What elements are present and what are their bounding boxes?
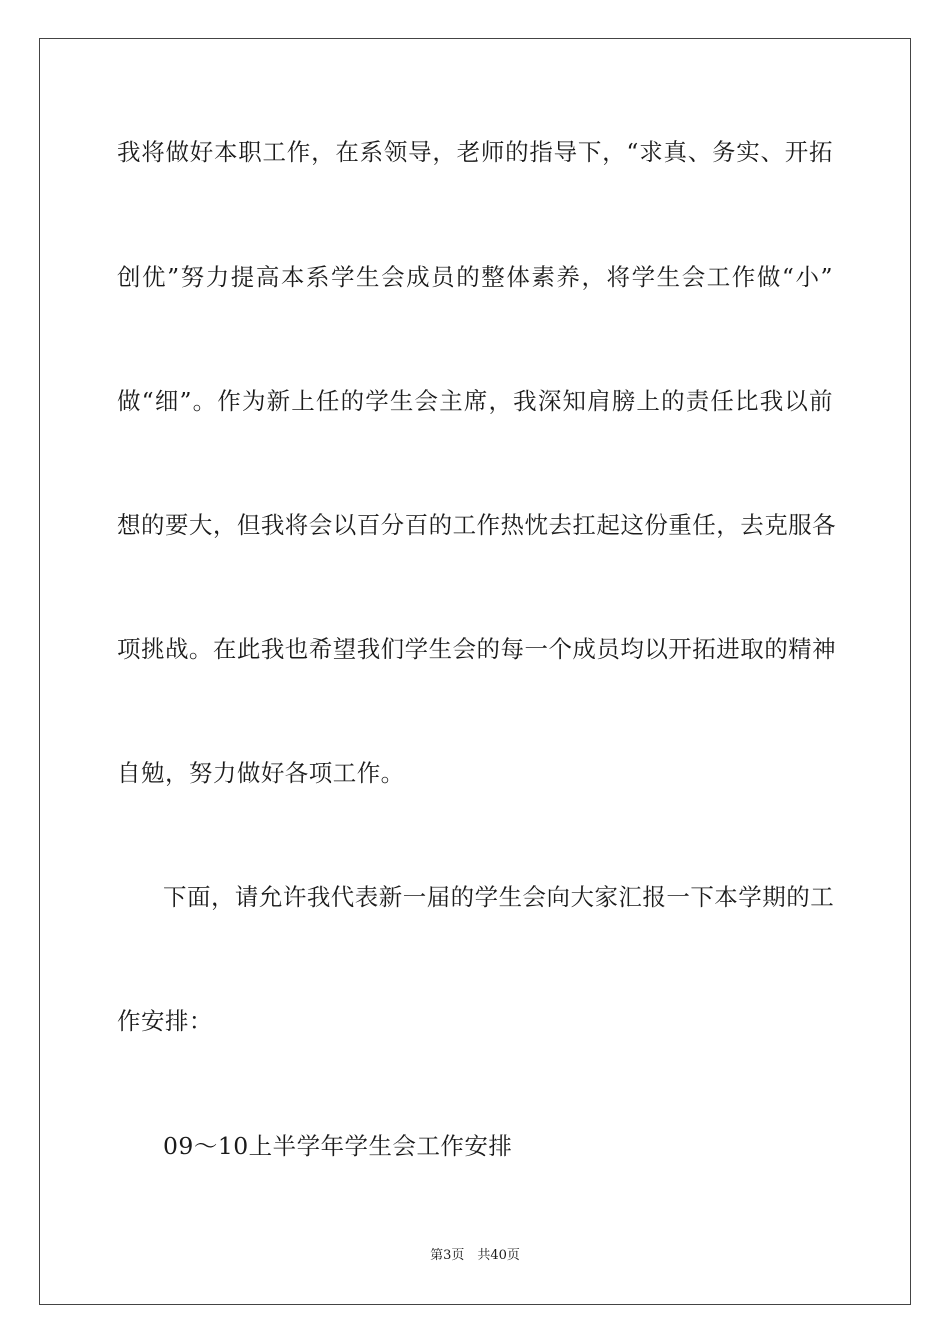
page-border: [39, 38, 911, 1305]
page-number-footer: 第3页 共40页: [430, 1248, 520, 1263]
paragraph-line-4: 想的要大，但我将会以百分百的工作热忱去扛起这份重任，去克服各: [117, 511, 837, 539]
paragraph-line-2: 创优”努力提高本系学生会成员的整体素养，将学生会工作做“小”: [117, 263, 833, 291]
paragraph-line-6: 自勉，努力做好各项工作。: [117, 759, 405, 787]
paragraph-line-7: 下面，请允许我代表新一届的学生会向大家汇报一下本学期的工: [163, 883, 835, 911]
paragraph-line-5: 项挑战。在此我也希望我们学生会的每一个成员均以开拓进取的精神: [117, 635, 837, 663]
paragraph-line-3: 做“细”。作为新上任的学生会主席，我深知肩膀上的责任比我以前: [117, 387, 833, 415]
paragraph-line-8: 作安排：: [117, 1007, 213, 1035]
paragraph-line-1: 我将做好本职工作，在系领导，老师的指导下，“求真、务实、开拓: [117, 138, 833, 166]
section-heading: 09～10上半学年学生会工作安排: [163, 1132, 513, 1160]
